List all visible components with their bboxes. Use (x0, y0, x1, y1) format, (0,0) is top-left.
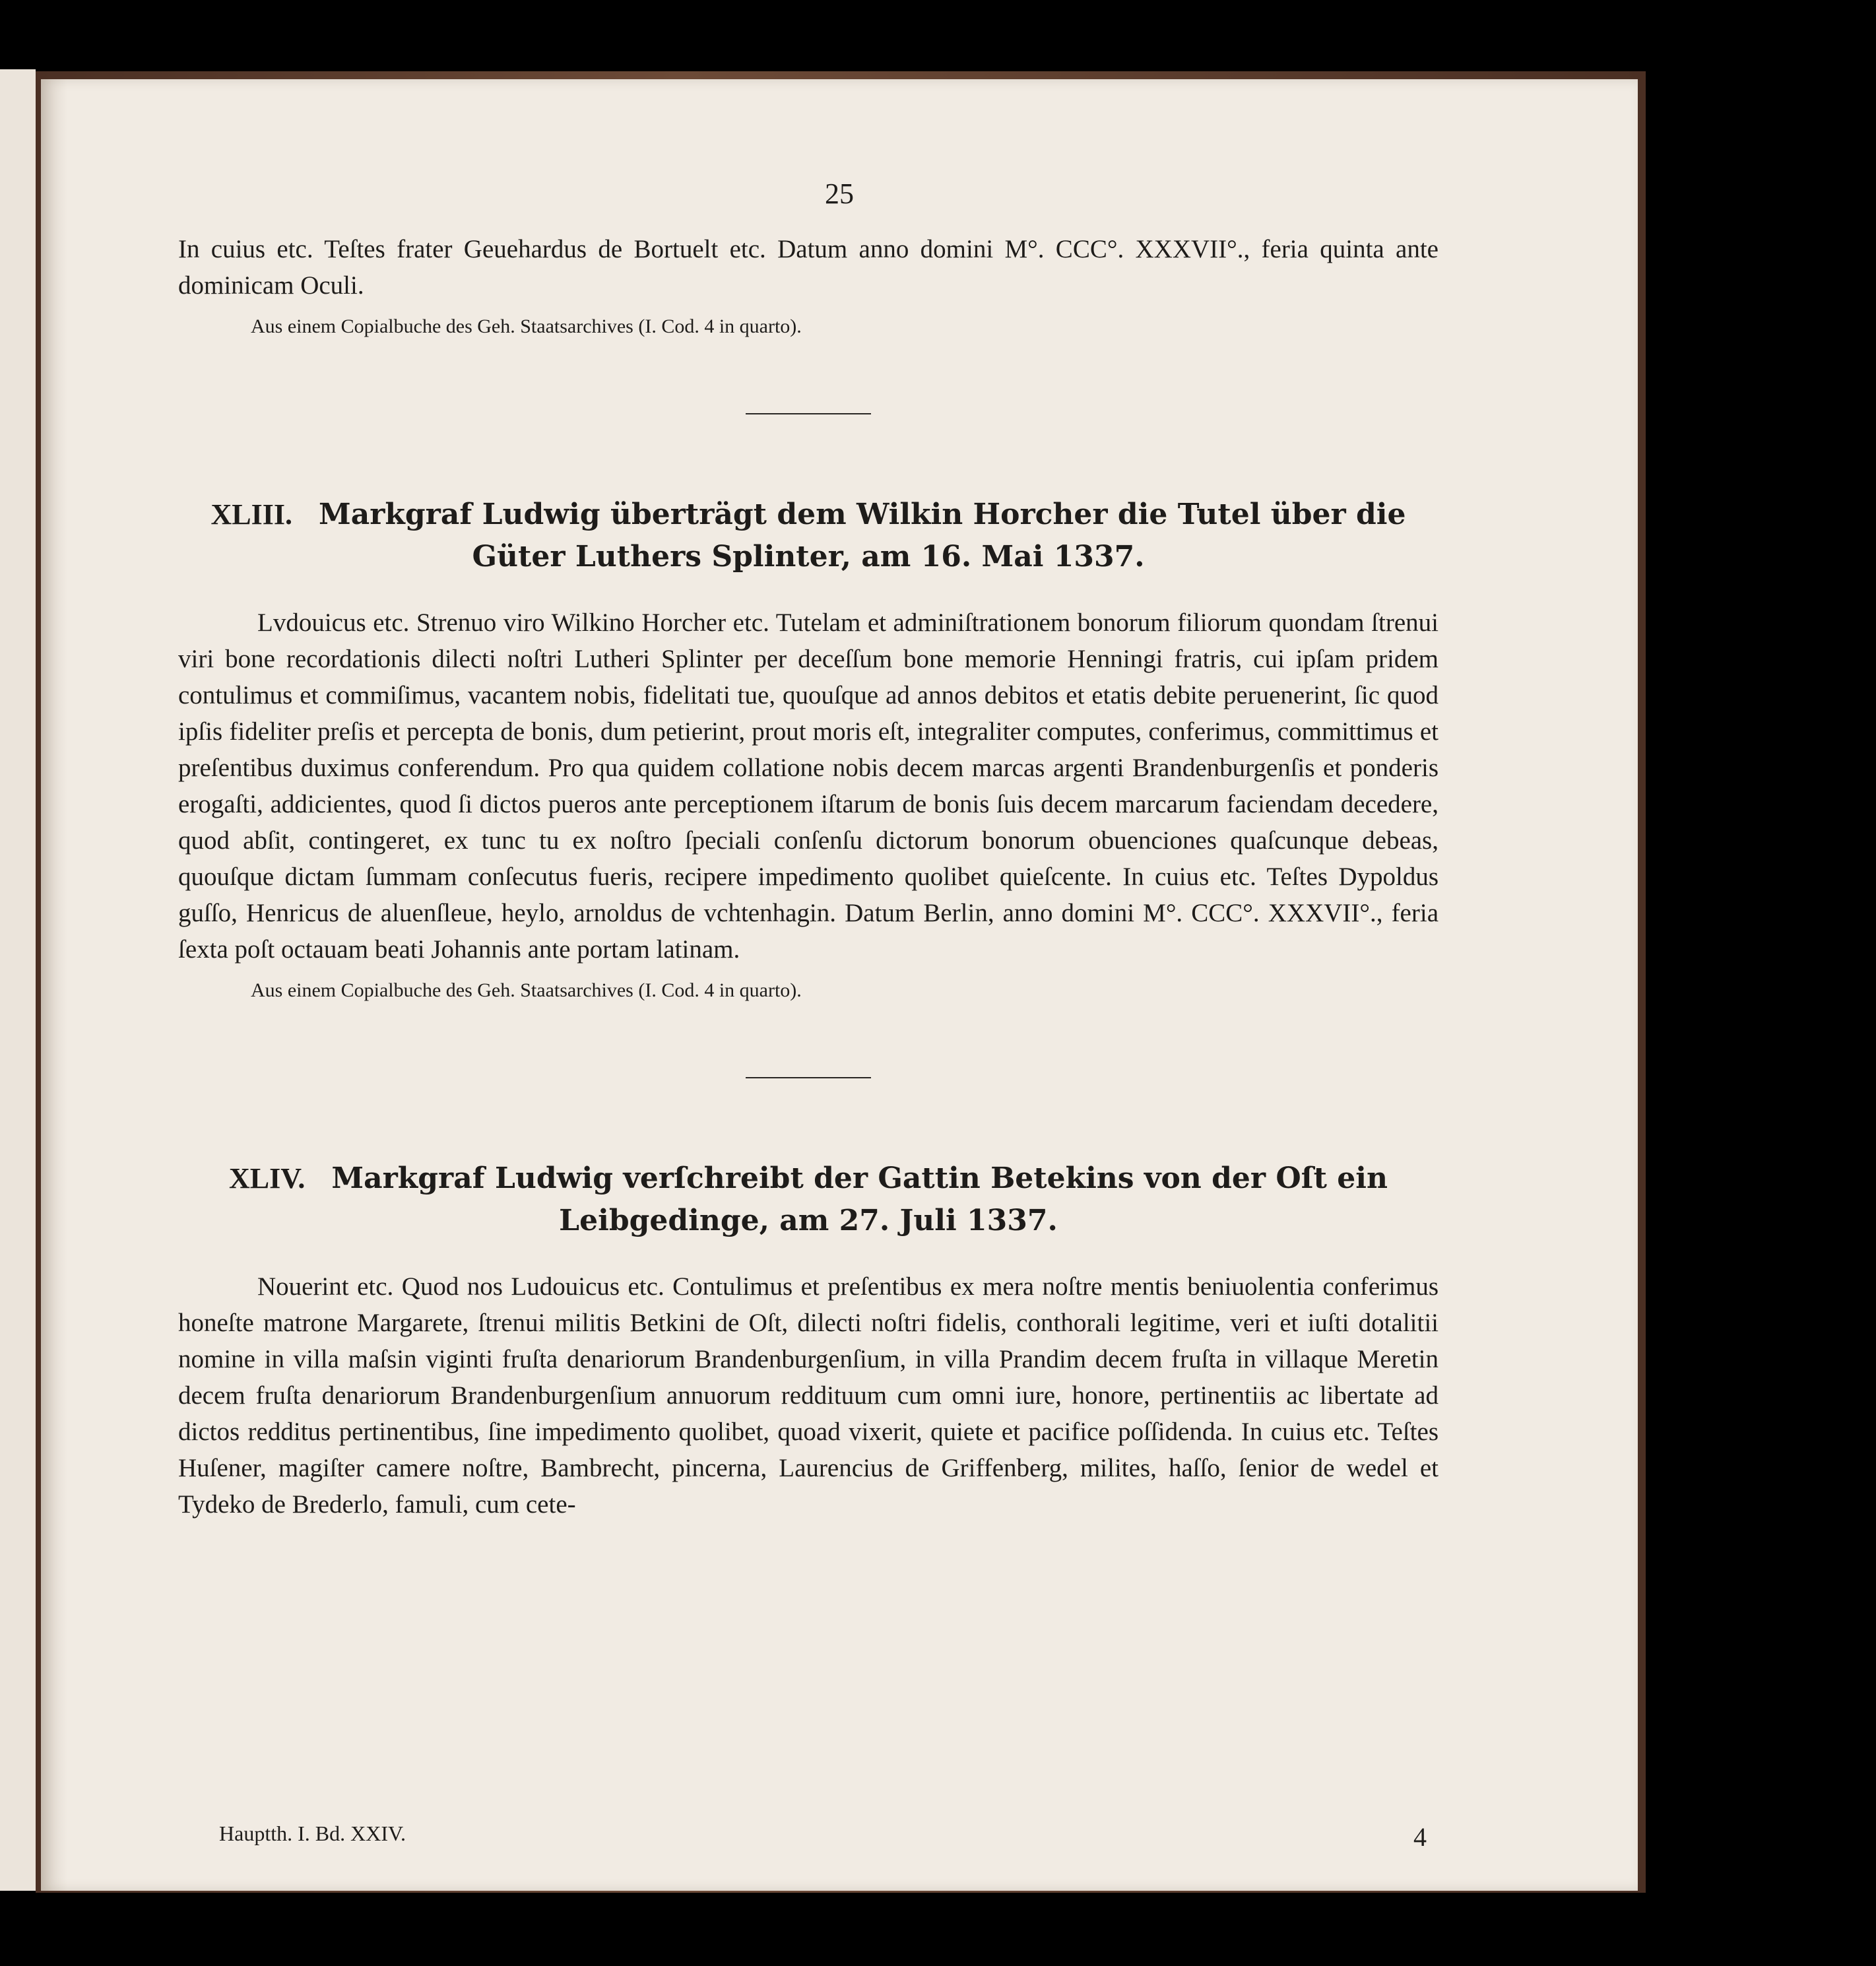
document-43-title: Markgraf Ludwig überträgt dem Wilkin Horcher die Tutel über die Güter Luthers Splinter, am 16. Mai 1337. (319, 498, 1406, 573)
document-44-heading (178, 1158, 1439, 1242)
document-44-text: Nouerint etc. Quod nos Ludouicus etc. Contulimus et preſentibus ex mera noſtre mentis beniuolentia conferimus honeſte matrone Margarete, ſtrenui militis Betkini de Oſt, dilecti noſtri fidelis, conthorali legitime, veri et iuſti dotalitii nomine in villa maſsin viginti fruſta denariorum Brandenburgenſium, in villa Prandim decem fruſta in villaque Meretin decem fruſta denariorum Brandenburgenſium annuorum reddituum cum omni iure, honore, pertinentiis ac libertate ad dictos redditus pertinentibus, ſine impedimento quolibet, quoad vixerit, quiete et pacifice poſſidenda. In cuius etc. Teſtes Huſener, magiſter camere noſtre, Bambrecht, pincerna, Laurencius de Griffenberg, milites, haſſo, ſenior de wedel et Tydeko de Brederlo, famuli, cum cete- (178, 1272, 1439, 1519)
document-43-number: XLIII. (210, 498, 293, 531)
left-page-edge (0, 69, 36, 1891)
page-number: 25 (825, 178, 854, 210)
document-43-heading (178, 494, 1439, 578)
intro-paragraph: In cuius etc. Teſtes frater Geuehardus de Bortuelt etc. Datum anno domini M°. CCC°. XXXVII°., feria quinta ante dominicam Oculi. (178, 235, 1439, 300)
section-divider (746, 1077, 871, 1078)
document-43-source-note: Aus einem Copialbuche des Geh. Staatsarchives (I. Cod. 4 in quarto). (251, 979, 802, 1001)
footer-signature-mark: 4 (1413, 1822, 1427, 1852)
document-43-text: Lvdouicus etc. Strenuo viro Wilkino Horcher etc. Tutelam et adminiſtrationem bonorum filiorum quondam ſtrenui viri bone recordationis dilecti noſtri Lutheri Splinter per deceſſum bone memorie Henningi fratris, cui ipſam pridem contulimus et commiſimus, vacantem nobis, fidelitati tue, quouſque ad annos debitos et etatis debite peruenerint, ſic quod ipſis fideliter preſis et percepta de bonis, dum petierint, prout moris eſt, integraliter computes, conferimus, committimus et preſentibus duximus conferendum. Pro qua quidem collatione nobis decem marcas argenti Brandenburgenſis et ponderis erogaſti, addicientes, quod ſi dictos pueros ante perceptionem iſtarum de bonis ſuis decem marcarum faciendam decedere, quod abſit, contingeret, ex tunc tu ex noſtro ſpeciali conſenſu dictorum bonorum obuenciones quaſcunque debeas, quouſque dictam ſummam conſecutus fueris, recipere impedimento quolibet quieſcente. In cuius etc. Teſtes Dypoldus guſſo, Henricus de aluenſleue, heylo, arnoldus de vchtenhagin. Datum Berlin, anno domini M°. CCC°. XXXVII°., feria ſexta poſt octauam beati Johannis ante portam latinam. (178, 608, 1439, 964)
intro-source-note: Aus einem Copialbuche des Geh. Staatsarchives (I. Cod. 4 in quarto). (251, 315, 802, 337)
book-page (41, 79, 1638, 1891)
document-44-title: Markgraf Ludwig verſchreibt der Gattin Betekins von der Oſt ein Leibgedinge, am 27. Juli 1337. (331, 1162, 1388, 1237)
footer-volume-reference: Hauptth. I. Bd. XXIV. (219, 1821, 406, 1845)
section-divider (746, 413, 871, 414)
page-content (178, 231, 1439, 1523)
document-44-number: XLIV. (229, 1162, 306, 1195)
page-footer (219, 1821, 1427, 1852)
gutter-shadow (41, 79, 67, 1891)
